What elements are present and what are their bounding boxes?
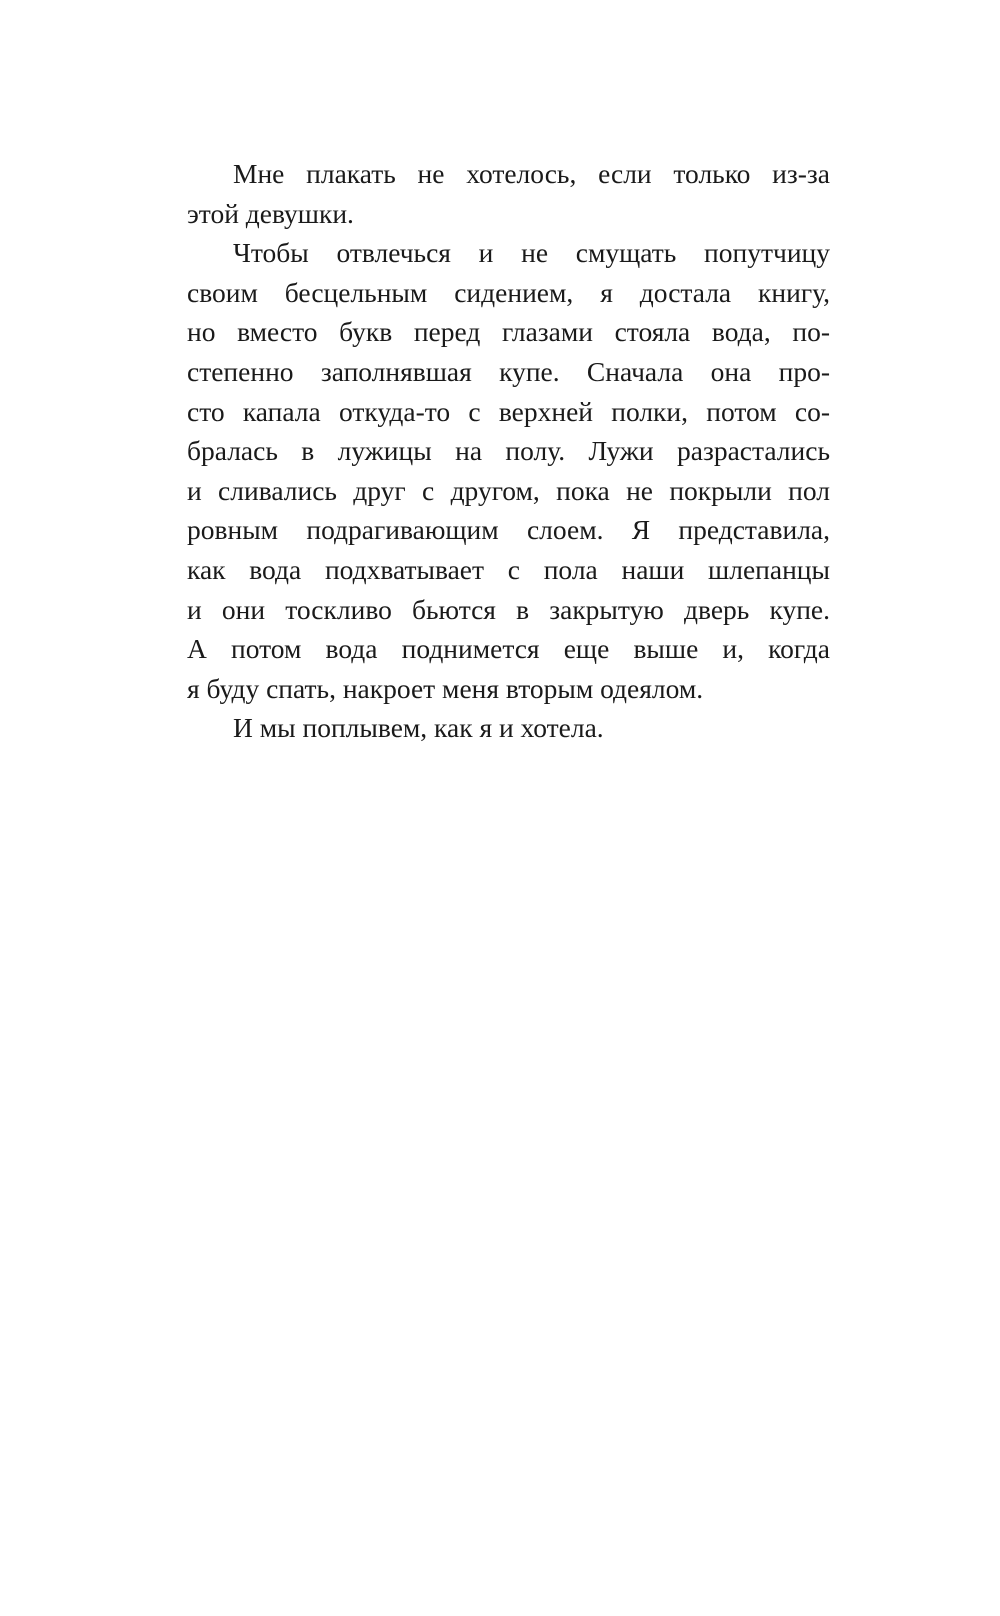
paragraph-1-line-2: этой девушки.	[187, 197, 354, 229]
paragraph-3-line-1: И мы поплывем, как я и хотела.	[233, 712, 604, 744]
paragraph-2-line-3: но вместо букв перед глазами стояла вода, по-	[187, 316, 830, 348]
paragraph-2-line-5: сто капала откуда-то с верхней полки, потом со-	[187, 395, 830, 427]
paragraph-2-line-1: Чтобы отвлечься и не смущать попутчицу	[233, 237, 830, 269]
paragraph-2-line-8: ровным подрагивающим слоем. Я представила,	[187, 514, 830, 546]
paragraph-2-line-2: своим бесцельным сидением, я достала книгу,	[187, 276, 830, 308]
paragraph-2-line-11: А потом вода поднимется еще выше и, когда	[187, 633, 830, 665]
paragraph-2-line-6: бралась в лужицы на полу. Лужи разрастались	[187, 435, 830, 467]
paragraph-2-line-10: и они тоскливо бьются в закрытую дверь купе.	[187, 593, 830, 625]
paragraph-2-line-12: я буду спать, накроет меня вторым одеялом.	[187, 672, 704, 704]
paragraph-2-line-4: степенно заполнявшая купе. Сначала она про-	[187, 355, 830, 387]
paragraph-1-line-1: Мне плакать не хотелось, если только из-за	[233, 158, 830, 189]
paragraph-2-line-7: и сливались друг с другом, пока не покрыли пол	[187, 474, 830, 506]
paragraph-2-line-9: как вода подхватывает с пола наши шлепанцы	[187, 553, 830, 585]
body-text	[187, 154, 830, 748]
